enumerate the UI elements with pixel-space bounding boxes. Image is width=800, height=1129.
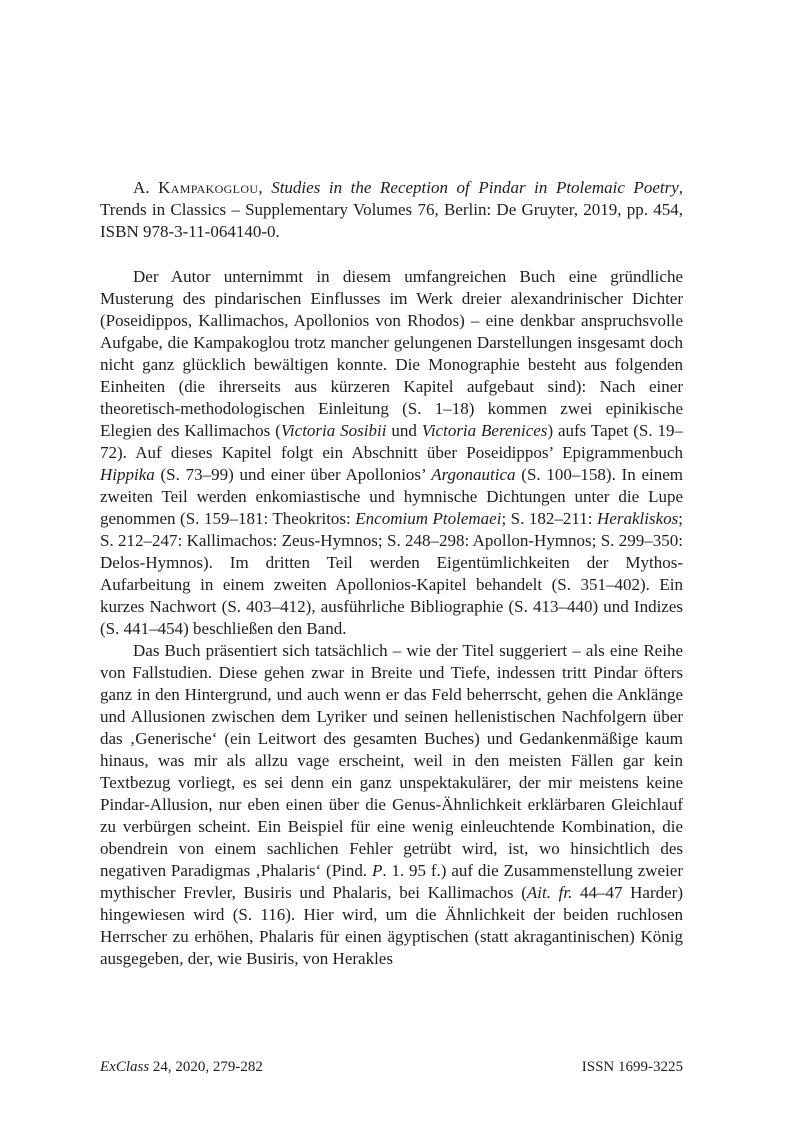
text-segment-normal: Der Autor unternimmt in diesem umfangreichen Buch eine gründliche Musterung des pindarischen Einflusses im Werk dreier alexandrinischer Dichter (Poseidippos, Kallimachos, Apollonios von Rhodos) – eine denkbar anspruchsvolle Aufgabe, die Kampakoglou trotz mancher gelungenen Darstellungen insgesamt doch nicht ganz glücklich bewältigen konnte. Die Monographie besteht aus folgenden Einheiten (die ihrerseits aus kürzeren Kapitel aufgebaut sind): Nach einer theoretisch-methodologischen Einleitung (S. 1–18) kommen zwei epinikische Elegien des Kallimachos ( <box>100 267 683 440</box>
text-segment-normal: ) aufs Tapet (S. 19–72). Auf dieses Kapitel folgt ein Abschnitt über Poseidippos’ Epigrammenbuch <box>100 421 684 462</box>
review-page <box>100 0 683 970</box>
page-footer <box>100 1057 683 1077</box>
text-segment-normal: (S. 73–99) und einer über Apollonios’ <box>154 465 432 484</box>
text-segment-italic: Herakliskos <box>597 509 679 528</box>
journal-issue-pages: 24, 2020, 279-282 <box>149 1059 263 1075</box>
text-segment-normal: 44–47 Harder) hingewiesen wird (S. 116). Hier wird, um die Ähnlichkeit der beiden ruchlosen Herrscher zu erhöhen, Phalaris für einen ägyptischen (statt akragantinischen) König ausgegeben, der, wie Busiris, von Herakles <box>100 883 683 968</box>
review-body <box>100 266 683 970</box>
text-segment-normal: ; S. 212–247: Kallimachos: Zeus-Hymnos; S. 248–298: Apollon-Hymnos; S. 299–350: Delos-Hymnos). Im dritten Teil werden Eigentümlichkeiten der Mythos-Aufarbeitung in einem zweiten Apollonios-Kapitel behandelt (S. 351–402). Ein kurzes Nachwort (S. 403–412), ausführliche Bibliographie (S. 413–440) und Indizes (S. 441–454) beschließen den Band. <box>100 509 683 638</box>
text-segment-italic: Ait. fr. <box>526 883 573 902</box>
journal-citation <box>100 1057 263 1077</box>
text-segment-normal: ; S. 182–211: <box>501 509 598 528</box>
bibliographic-reference <box>100 177 683 243</box>
text-segment-normal: Das Buch präsentiert sich tatsächlich – wie der Titel suggeriert – als eine Reihe von Fallstudien. Diese gehen zwar in Breite und Tiefe, indessen tritt Pindar öfters ganz in den Hintergrund, und auch wenn er das Feld beherrscht, gehen die Anklänge und Allusionen zwischen dem Lyriker und seinen hellenistischen Nachfolgern über das ‚Generische‘ (ein Leitwort des gesamten Buches) und Gedankenmäßige kaum hinaus, was mir als allzu vage erscheint, weil in den meisten Fällen gar kein Textbezug vorliegt, es sei denn ein ganz unspektakulärer, der mir meistens keine Pindar-Allusion, nur eben einen über die Genus-Ähnlichkeit erklärbaren Gleichlauf zu verbürgen scheint. Ein Beispiel für eine wenig einleuchtende Kombination, die obendrein von einem sachlichen Fehler getrübt wird, ist, wo hinsichtlich des negativen Paradigmas ‚Phalaris‘ (Pind. <box>100 641 683 880</box>
text-segment-normal: und <box>386 421 422 440</box>
text-segment-normal: (S. 100–158). In einem zweiten Teil werden enkomiastische und hymnische Dichtungen unter die Lupe genommen (S. 159–181: Theokritos: <box>100 465 683 528</box>
text-segment-normal: A. <box>133 178 159 197</box>
text-segment-normal: . 1. 95 f.) auf die Zusammenstellung zweier mythischer Frevler, Busiris und Phalaris, bei Kallimachos ( <box>100 861 683 902</box>
text-segment-smallcaps: Kampakoglou <box>158 178 259 197</box>
issn-label: ISSN 1699-3225 <box>581 1059 683 1075</box>
text-segment-italic: Victoria Sosibii <box>280 421 387 440</box>
text-segment-italic: P <box>371 861 383 880</box>
journal-name: ExClass <box>100 1059 150 1075</box>
text-segment-normal: , Trends in Classics – Supplementary Volumes 76, Berlin: De Gruyter, 2019, pp. 454, ISBN 978-3-11-064140-0. <box>100 178 683 241</box>
text-segment-italic: Studies in the Reception of Pindar in Ptolemaic Poetry <box>271 178 679 197</box>
text-segment-italic: Victoria Berenices <box>421 421 548 440</box>
text-segment-italic: Hippika <box>100 465 155 484</box>
text-segment-italic: Encomium Ptolemaei <box>355 509 502 528</box>
paragraph-critique <box>100 640 683 970</box>
text-segment-normal: , <box>258 178 272 197</box>
paragraph-overview <box>100 266 683 640</box>
text-segment-italic: Argonautica <box>431 465 516 484</box>
